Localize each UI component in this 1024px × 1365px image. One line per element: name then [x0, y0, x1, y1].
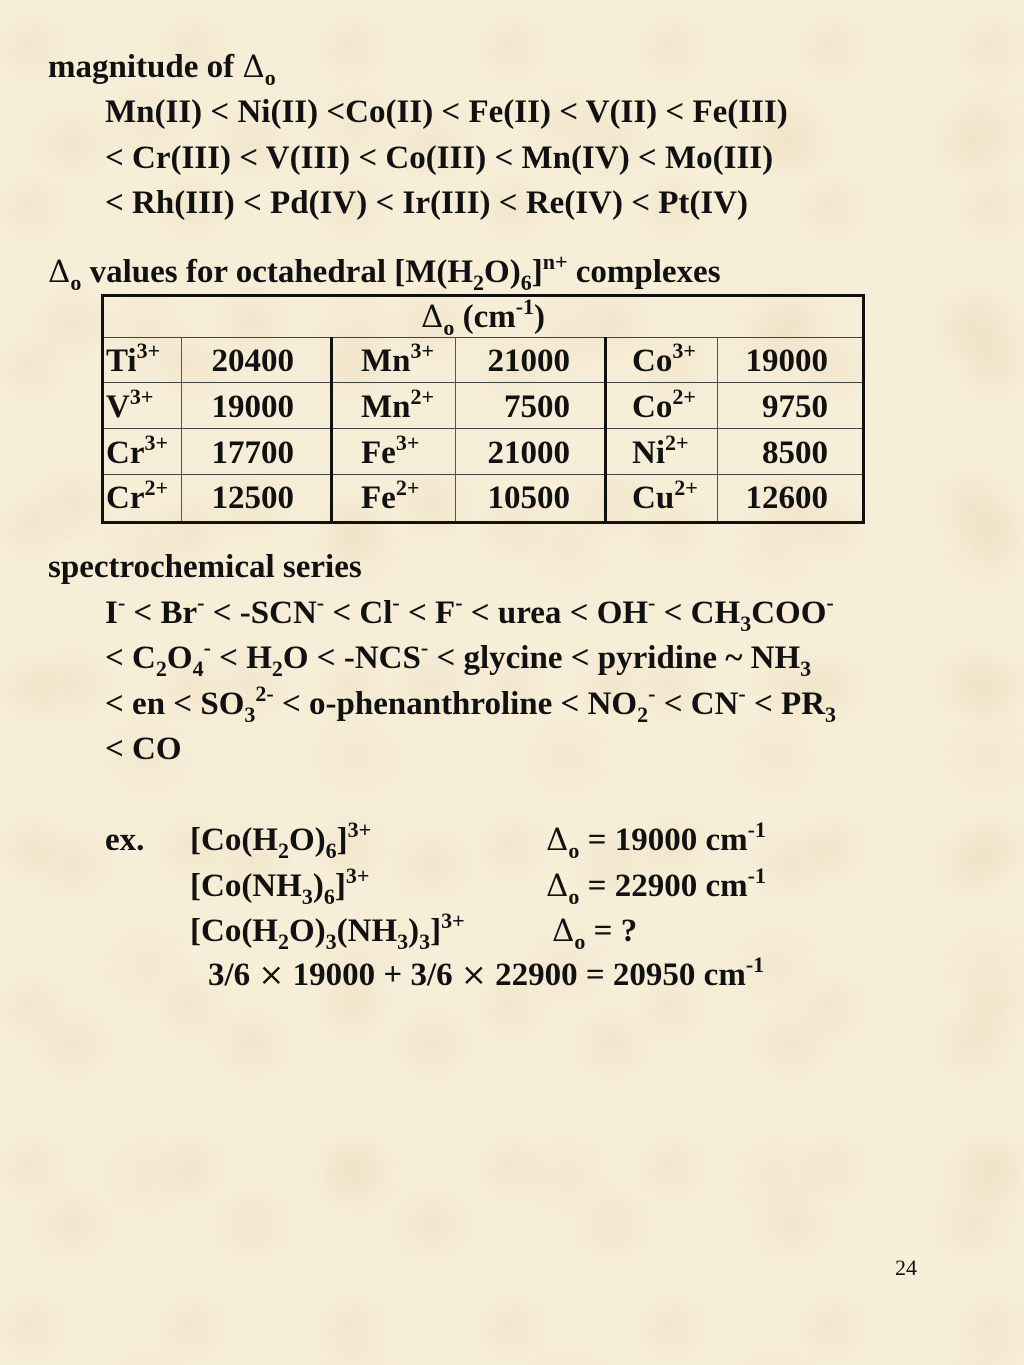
heading-text: values for octahedral [M(H — [89, 254, 474, 290]
calc-text: 22900 = 20950 cm — [486, 957, 746, 993]
delta-symbol: Δ — [48, 254, 71, 290]
table-cell-ion — [106, 338, 161, 381]
column-divider — [330, 337, 333, 521]
series-text: < en < SO — [105, 686, 245, 722]
table-cell-value: 17700 — [211, 435, 294, 471]
example-label: ex. — [105, 822, 145, 858]
heading-magnitude — [48, 47, 276, 90]
page-number: 24 — [895, 1255, 917, 1280]
delta-symbol: Δ — [420, 299, 444, 335]
superscript: -1 — [515, 294, 535, 319]
example-formula-3 — [190, 908, 465, 954]
column-divider — [717, 337, 718, 521]
series2-line-3 — [105, 681, 837, 727]
ion-charge: 2+ — [665, 430, 689, 455]
series-text: < Cl — [324, 595, 393, 631]
row-divider — [104, 382, 862, 383]
formula-text: ) — [408, 913, 420, 949]
formula-text: O) — [288, 822, 326, 858]
formula-text: O) — [288, 913, 326, 949]
ion-charge: 2+ — [410, 384, 435, 409]
superscript: - — [203, 635, 211, 660]
table-cell-value: 12500 — [211, 480, 294, 516]
delta-symbol: Δ — [546, 868, 569, 904]
example-formula-1 — [190, 817, 372, 863]
formula-text: (NH — [336, 913, 398, 949]
subscript: 2 — [271, 656, 283, 681]
table-cell-value: 20400 — [211, 343, 294, 379]
table-cell-value: 10500 — [487, 480, 570, 516]
ion-symbol: V — [106, 389, 130, 425]
times-symbol: × — [460, 957, 487, 993]
table-header — [104, 294, 862, 340]
result-text: = 19000 cm — [579, 822, 748, 858]
formula-text: ] — [430, 913, 442, 949]
superscript: -1 — [747, 817, 766, 842]
ion-charge: 3+ — [672, 338, 696, 363]
result-text: = ? — [585, 913, 638, 949]
superscript: -1 — [745, 952, 765, 977]
subscript: 3 — [800, 656, 812, 681]
table-cell-value: 19000 — [211, 389, 294, 425]
series-text: < -SCN — [204, 595, 317, 631]
subscript: 3 — [397, 929, 409, 954]
example-result-3 — [552, 911, 638, 954]
delta-symbol: Δ — [242, 49, 265, 85]
superscript: - — [648, 681, 656, 706]
example-formula-2 — [190, 863, 370, 909]
series1-line-2: < Cr(III) < V(III) < Co(III) < Mn(IV) < Mo(III) — [105, 140, 774, 176]
delta-subscript: o — [70, 270, 82, 295]
superscript: - — [197, 590, 205, 615]
ion-symbol: Mn — [361, 343, 411, 379]
series2-line-2 — [105, 635, 812, 681]
table-cell-value: 7500 — [504, 389, 570, 425]
subscript: 2 — [277, 838, 289, 863]
series-text: < urea < OH — [462, 595, 649, 631]
table-cell-value: 9750 — [762, 389, 828, 425]
table-cell-ion — [106, 384, 154, 427]
ion-symbol: Cr — [106, 435, 145, 471]
superscript: - — [738, 681, 746, 706]
subscript: 3 — [301, 884, 313, 909]
table-cell-value: 8500 — [762, 435, 828, 471]
column-divider — [455, 337, 456, 521]
ion-charge: 3+ — [395, 430, 420, 455]
example-result-2 — [546, 863, 766, 909]
series-text: < H — [210, 640, 272, 676]
superscript: 3+ — [345, 863, 370, 888]
table-cell-value: 21000 — [487, 435, 570, 471]
series1-line-1: Mn(II) < Ni(II) <Co(II) < Fe(II) < V(II) < Fe(III) — [105, 94, 788, 130]
delta-values-table — [101, 294, 865, 524]
heading-text: O) — [484, 254, 521, 290]
subscript: 6 — [323, 884, 335, 909]
ion-symbol: Co — [632, 343, 673, 379]
table-cell-value: 19000 — [745, 343, 828, 379]
series1-line-3: < Rh(III) < Pd(IV) < Ir(III) < Re(IV) < Pt(IV) — [105, 185, 749, 221]
row-divider — [104, 337, 862, 338]
series-text: < C — [105, 640, 156, 676]
delta-symbol: Δ — [546, 822, 569, 858]
ion-symbol: Ti — [106, 343, 137, 379]
formula-text: [Co(H — [190, 822, 278, 858]
series-text: < CH — [655, 595, 741, 631]
superscript: 2- — [255, 681, 274, 706]
unit-label: (cm — [462, 299, 516, 335]
formula-text: [Co(H — [190, 913, 278, 949]
unit-label: ) — [534, 299, 546, 335]
series-text: < glycine < pyridine ~ NH — [428, 640, 801, 676]
series-text: O < -NCS — [282, 640, 421, 676]
ion-charge: 2+ — [672, 384, 696, 409]
subscript: 2 — [637, 702, 649, 727]
ion-charge: 2+ — [395, 475, 420, 500]
superscript: - — [392, 590, 400, 615]
table-cell-ion — [632, 384, 696, 427]
delta-subscript: o — [568, 884, 580, 909]
table-cell-ion — [632, 338, 696, 381]
table-cell-ion — [106, 475, 169, 518]
delta-subscript: o — [568, 838, 580, 863]
ion-symbol: Fe — [361, 480, 396, 516]
subscript: 2 — [473, 270, 485, 295]
ion-charge: 3+ — [136, 338, 161, 363]
column-divider — [604, 337, 607, 521]
superscript: 3+ — [441, 908, 465, 933]
table-cell-ion — [106, 430, 169, 473]
series-text: COO — [751, 595, 827, 631]
series-text: < CN — [655, 686, 739, 722]
subscript: 3 — [825, 702, 837, 727]
ion-charge: 2+ — [674, 475, 698, 500]
heading-spectrochemical: spectrochemical series — [48, 549, 362, 585]
subscript: 3 — [244, 702, 256, 727]
superscript: - — [648, 590, 656, 615]
times-symbol: × — [258, 957, 285, 993]
subscript: 3 — [740, 611, 752, 636]
table-cell-value: 12600 — [745, 480, 828, 516]
superscript: - — [420, 635, 429, 660]
ion-symbol: Co — [632, 389, 673, 425]
table-cell-ion — [361, 475, 420, 518]
subscript: 3 — [325, 929, 337, 954]
series-text: < Br — [125, 595, 198, 631]
example-result-1 — [546, 817, 766, 863]
example-calculation — [208, 952, 765, 995]
superscript: -1 — [747, 863, 766, 888]
subscript: 6 — [325, 838, 337, 863]
ion-charge: 3+ — [129, 384, 154, 409]
superscript: - — [455, 590, 463, 615]
superscript: - — [316, 590, 325, 615]
delta-symbol: Δ — [552, 913, 575, 949]
ion-charge: 2+ — [144, 475, 169, 500]
heading-octahedral — [48, 249, 721, 295]
table-cell-ion — [361, 338, 435, 381]
formula-text: ] — [336, 822, 348, 858]
calc-text: 3/6 — [208, 957, 259, 993]
table-cell-ion — [632, 430, 689, 473]
row-divider — [104, 428, 862, 429]
heading-magnitude-label: magnitude of — [48, 49, 235, 85]
subscript: 2 — [277, 929, 289, 954]
ion-symbol: Ni — [632, 435, 665, 471]
heading-text: complexes — [575, 254, 721, 290]
ion-symbol: Mn — [361, 389, 411, 425]
table-cell-ion — [632, 475, 698, 518]
subscript: 3 — [419, 929, 431, 954]
formula-text: ) — [312, 868, 324, 904]
heading-text: ] — [531, 254, 543, 290]
table-cell-ion — [361, 430, 420, 473]
series-text: O — [166, 640, 193, 676]
ion-charge: 3+ — [144, 430, 169, 455]
superscript: 3+ — [347, 817, 372, 842]
ion-symbol: Cu — [632, 480, 675, 516]
row-divider — [104, 474, 862, 475]
series-text: < o-phenanthroline < NO — [273, 686, 638, 722]
subscript: 2 — [155, 656, 167, 681]
series-text: I — [105, 595, 118, 631]
calc-text: 19000 + 3/6 — [284, 957, 461, 993]
series2-line-4: < CO — [105, 731, 182, 767]
result-text: = 22900 cm — [579, 868, 748, 904]
table-cell-value: 21000 — [487, 343, 570, 379]
column-divider — [181, 337, 182, 521]
series2-line-1 — [105, 590, 834, 636]
formula-text: ] — [334, 868, 346, 904]
ion-symbol: Fe — [361, 435, 396, 471]
formula-text: [Co(NH — [190, 868, 302, 904]
series-text: < PR — [745, 686, 826, 722]
delta-subscript: o — [574, 929, 586, 954]
subscript: 4 — [192, 656, 204, 681]
subscript: 6 — [520, 270, 532, 295]
superscript: - — [117, 590, 126, 615]
table-cell-ion — [361, 384, 435, 427]
delta-subscript: o — [264, 65, 276, 90]
ion-symbol: Cr — [106, 480, 145, 516]
superscript: n+ — [542, 249, 568, 274]
series-text: < F — [399, 595, 456, 631]
ion-charge: 3+ — [410, 338, 435, 363]
delta-subscript: o — [443, 315, 455, 340]
superscript: - — [826, 590, 834, 615]
